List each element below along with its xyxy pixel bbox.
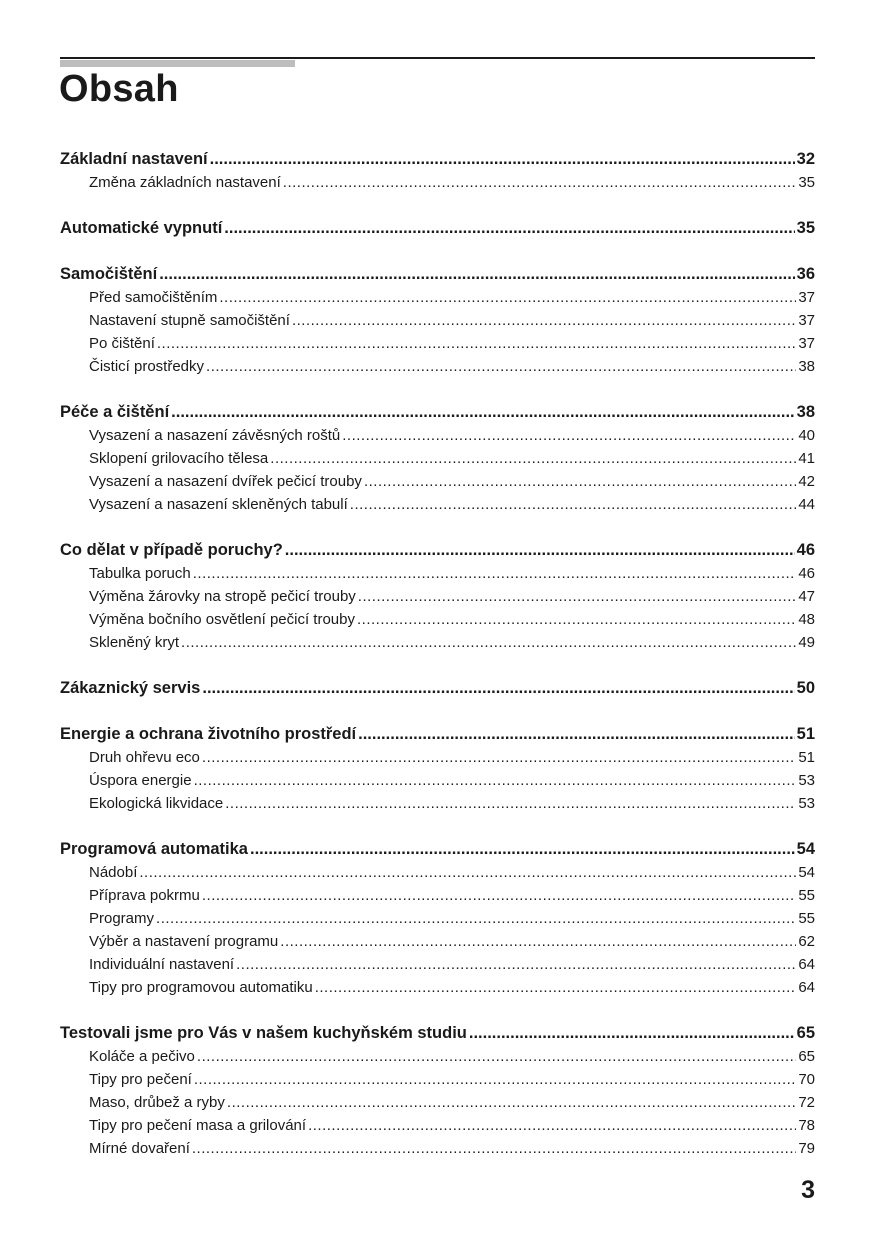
toc-entry-page: 51 [798, 749, 815, 766]
header-rule [60, 57, 815, 59]
toc-entry-page: 40 [798, 427, 815, 444]
toc-entry-title: Úspora energie [89, 772, 192, 789]
toc-entry-title: Skleněný kryt [89, 634, 180, 651]
toc-subentry[interactable] [60, 1091, 815, 1114]
dot-leader [358, 723, 795, 746]
toc-entry-title: Samočištění [60, 265, 158, 283]
toc-entry-title: Nádobí [89, 864, 138, 881]
toc-entry-title: Zákaznický servis [60, 679, 201, 697]
toc-entry-page: 37 [798, 312, 815, 329]
dot-leader [210, 148, 795, 171]
toc-subentry[interactable] [60, 1068, 815, 1091]
toc-entry-title: Programy [89, 910, 155, 927]
toc-entry-title: Tipy pro pečení [89, 1071, 192, 1088]
toc-subentry[interactable] [60, 884, 815, 907]
toc-section [60, 1022, 815, 1160]
dot-leader [192, 1137, 796, 1160]
toc-entry-title: Po čištění [89, 335, 155, 352]
dot-leader [315, 976, 797, 999]
toc-entry-page: 54 [796, 840, 815, 858]
table-of-contents [60, 148, 815, 1160]
toc-entry-page: 36 [796, 265, 815, 283]
toc-subentry[interactable] [60, 286, 815, 309]
toc-subentry[interactable] [60, 171, 815, 194]
toc-entry-page: 79 [798, 1140, 815, 1157]
toc-entry-page: 55 [798, 910, 815, 927]
toc-entry-title: Tipy pro pečení masa a grilování [89, 1117, 307, 1134]
toc-entry-page: 53 [798, 795, 815, 812]
dot-leader [159, 263, 794, 286]
toc-entry-page: 64 [798, 979, 815, 996]
dot-leader [358, 585, 797, 608]
toc-subentry[interactable] [60, 493, 815, 516]
page-title: Obsah [59, 68, 179, 110]
toc-entry-page: 35 [796, 219, 815, 237]
toc-entry-page: 70 [798, 1071, 815, 1088]
toc-entry-page: 44 [798, 496, 815, 513]
toc-entry-page: 47 [798, 588, 815, 605]
toc-entry-title: Druh ohřevu eco [89, 749, 200, 766]
dot-leader [193, 562, 797, 585]
toc-entry-title: Vysazení a nasazení závěsných roštů [89, 427, 341, 444]
toc-entry-title: Vysazení a nasazení dvířek pečicí trouby [89, 473, 362, 490]
toc-entry-title: Ekologická likvidace [89, 795, 224, 812]
dot-leader [171, 401, 794, 424]
toc-subentry[interactable] [60, 470, 815, 493]
toc-entry-page: 62 [798, 933, 815, 950]
dot-leader [225, 792, 796, 815]
toc-entry-title: Čisticí prostředky [89, 358, 205, 375]
dot-leader [280, 930, 796, 953]
toc-entry-page: 49 [798, 634, 815, 651]
toc-entry-title: Výměna žárovky na stropě pečicí trouby [89, 588, 356, 605]
dot-leader [219, 286, 796, 309]
dot-leader [236, 953, 796, 976]
toc-chapter-entry[interactable] [60, 539, 815, 562]
dot-leader [285, 539, 795, 562]
toc-chapter-entry[interactable] [60, 401, 815, 424]
dot-leader [194, 1068, 796, 1091]
toc-entry-title: Výběr a nastavení programu [89, 933, 279, 950]
dot-leader [197, 1045, 796, 1068]
toc-entry-page: 37 [798, 289, 815, 306]
dot-leader [283, 171, 797, 194]
toc-entry-title: Mírné dovaření [89, 1140, 190, 1157]
dot-leader [202, 884, 796, 907]
toc-section [60, 401, 815, 516]
toc-entry-page: 32 [796, 150, 815, 168]
toc-entry-title: Vysazení a nasazení skleněných tabulí [89, 496, 348, 513]
toc-section [60, 838, 815, 999]
toc-entry-page: 48 [798, 611, 815, 628]
toc-section [60, 723, 815, 815]
dot-leader [292, 309, 796, 332]
dot-leader [156, 907, 796, 930]
toc-subentry[interactable] [60, 631, 815, 654]
toc-subentry[interactable] [60, 930, 815, 953]
toc-entry-title: Energie a ochrana životního prostředí [60, 725, 357, 743]
toc-entry-page: 50 [796, 679, 815, 697]
toc-entry-page: 41 [798, 450, 815, 467]
toc-entry-title: Tipy pro programovou automatiku [89, 979, 313, 996]
toc-subentry[interactable] [60, 585, 815, 608]
toc-chapter-entry[interactable] [60, 677, 815, 700]
dot-leader [357, 608, 796, 631]
toc-entry-title: Před samočištěním [89, 289, 218, 306]
toc-entry-page: 53 [798, 772, 815, 789]
dot-leader [202, 746, 796, 769]
toc-entry-page: 65 [796, 1024, 815, 1042]
toc-entry-page: 46 [796, 541, 815, 559]
toc-entry-title: Individuální nastavení [89, 956, 235, 973]
toc-subentry[interactable] [60, 1114, 815, 1137]
toc-entry-page: 78 [798, 1117, 815, 1134]
toc-entry-title: Programová automatika [60, 840, 248, 858]
toc-chapter-entry[interactable] [60, 263, 815, 286]
toc-subentry[interactable] [60, 424, 815, 447]
dot-leader [181, 631, 796, 654]
toc-subentry[interactable] [60, 447, 815, 470]
toc-subentry[interactable] [60, 861, 815, 884]
toc-entry-page: 72 [798, 1094, 815, 1111]
toc-entry-title: Příprava pokrmu [89, 887, 200, 904]
dot-leader [227, 1091, 796, 1114]
toc-entry-page: 38 [796, 403, 815, 421]
toc-subentry[interactable] [60, 309, 815, 332]
toc-subentry[interactable] [60, 769, 815, 792]
toc-entry-title: Maso, drůbež a ryby [89, 1094, 225, 1111]
dot-leader [224, 217, 794, 240]
dot-leader [157, 332, 796, 355]
toc-entry-page: 42 [798, 473, 815, 490]
toc-subentry[interactable] [60, 608, 815, 631]
toc-chapter-entry[interactable] [60, 838, 815, 861]
dot-leader [194, 769, 797, 792]
toc-chapter-entry[interactable] [60, 723, 815, 746]
dot-leader [469, 1022, 795, 1045]
toc-section [60, 677, 815, 700]
toc-entry-page: 64 [798, 956, 815, 973]
toc-entry-page: 37 [798, 335, 815, 352]
header-accent-bar [60, 60, 295, 67]
toc-section [60, 263, 815, 378]
dot-leader [270, 447, 796, 470]
toc-entry-title: Automatické vypnutí [60, 219, 223, 237]
dot-leader [250, 838, 795, 861]
toc-entry-title: Změna základních nastavení [89, 174, 281, 191]
toc-chapter-entry[interactable] [60, 148, 815, 171]
toc-subentry[interactable] [60, 976, 815, 999]
toc-subentry[interactable] [60, 355, 815, 378]
page-number: 3 [801, 1176, 815, 1204]
toc-entry-title: Nastavení stupně samočištění [89, 312, 290, 329]
toc-section [60, 148, 815, 194]
toc-entry-title: Co dělat v případě poruchy? [60, 541, 283, 559]
toc-entry-page: 51 [796, 725, 815, 743]
dot-leader [139, 861, 796, 884]
toc-entry-page: 46 [798, 565, 815, 582]
toc-section [60, 217, 815, 240]
toc-chapter-entry[interactable] [60, 217, 815, 240]
toc-entry-page: 35 [798, 174, 815, 191]
dot-leader [342, 424, 796, 447]
toc-subentry[interactable] [60, 792, 815, 815]
toc-subentry[interactable] [60, 953, 815, 976]
dot-leader [364, 470, 796, 493]
toc-entry-title: Testovali jsme pro Vás v našem kuchyňském studiu [60, 1024, 467, 1042]
toc-subentry[interactable] [60, 746, 815, 769]
toc-entry-title: Péče a čištění [60, 403, 170, 421]
toc-entry-title: Koláče a pečivo [89, 1048, 195, 1065]
dot-leader [206, 355, 796, 378]
toc-entry-title: Tabulka poruch [89, 565, 191, 582]
dot-leader [308, 1114, 796, 1137]
toc-entry-page: 55 [798, 887, 815, 904]
toc-section [60, 539, 815, 654]
toc-entry-page: 54 [798, 864, 815, 881]
toc-subentry[interactable] [60, 907, 815, 930]
dot-leader [202, 677, 794, 700]
toc-subentry[interactable] [60, 562, 815, 585]
toc-subentry[interactable] [60, 332, 815, 355]
toc-subentry[interactable] [60, 1045, 815, 1068]
toc-subentry[interactable] [60, 1137, 815, 1160]
toc-entry-title: Sklopení grilovacího tělesa [89, 450, 269, 467]
toc-chapter-entry[interactable] [60, 1022, 815, 1045]
dot-leader [350, 493, 797, 516]
toc-entry-page: 38 [798, 358, 815, 375]
toc-entry-title: Výměna bočního osvětlení pečicí trouby [89, 611, 355, 628]
toc-entry-page: 65 [798, 1048, 815, 1065]
toc-entry-title: Základní nastavení [60, 150, 208, 168]
